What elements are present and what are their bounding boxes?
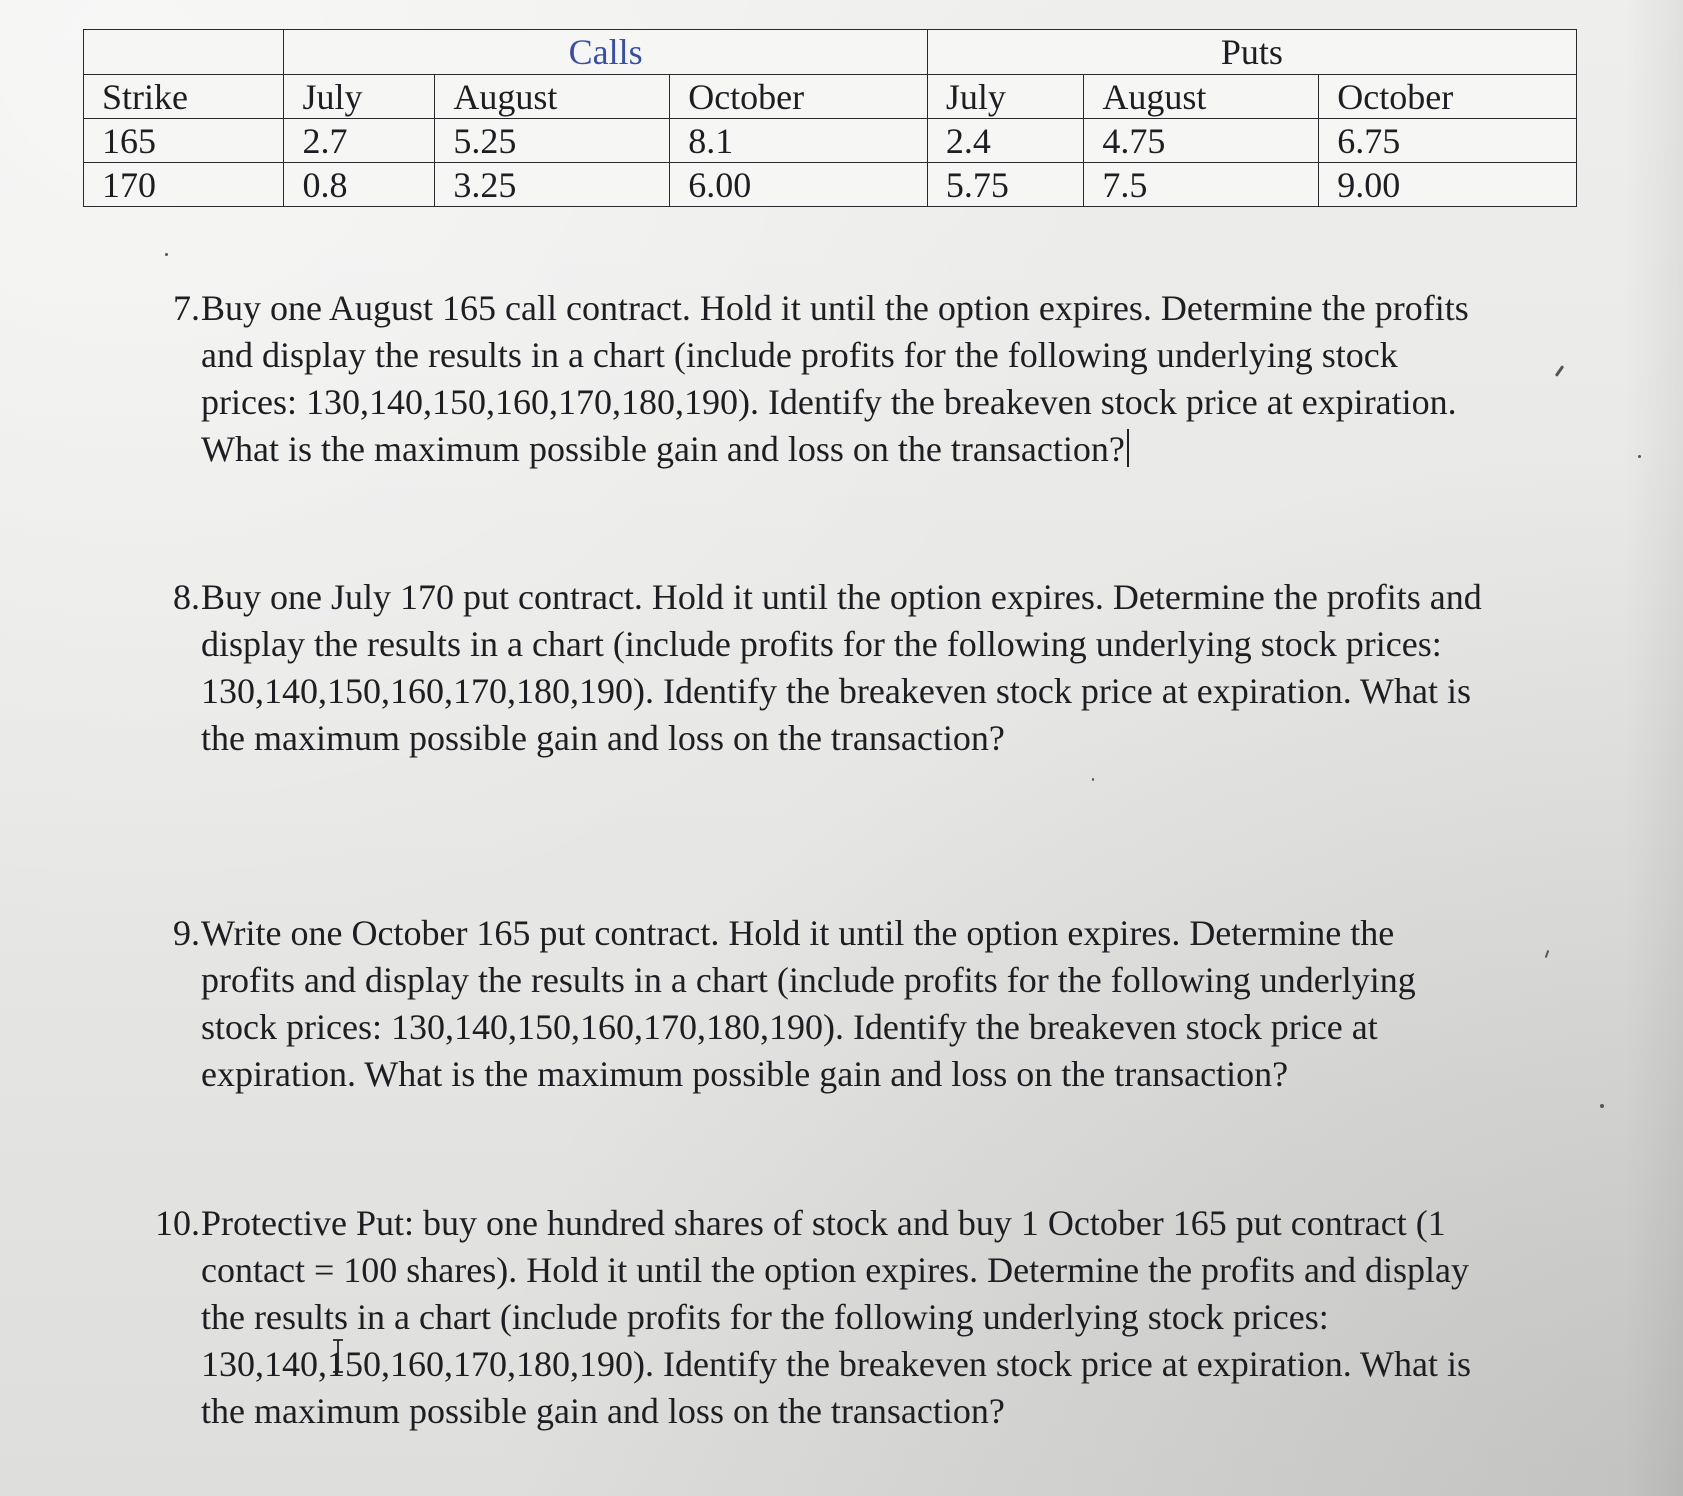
question-line: 130,140,150,160,170,180,190). Identify the breakeven stock price at expiration. What is (201, 1344, 1472, 1384)
table-cell-strike: 165 (84, 119, 284, 163)
ibeam-cursor-icon (331, 1338, 345, 1374)
question-line: display the results in a chart (include profits for the following underlying stock prices: (201, 624, 1442, 664)
paper-mark (1092, 778, 1094, 781)
puts-group-header: Puts (927, 30, 1576, 75)
table-cell: 5.75 (927, 163, 1084, 207)
question-text[interactable] (201, 1200, 1561, 1435)
question-line: Protective Put: buy one hundred shares of stock and buy 1 October 165 put contract (1 (201, 1203, 1446, 1243)
question-line-text: What is the maximum possible gain and loss on the transaction? (201, 429, 1125, 469)
question-number: 10. (155, 1203, 200, 1243)
table-cell: 9.00 (1319, 163, 1577, 207)
table-cell: 6.00 (670, 163, 928, 207)
table-row (84, 119, 1577, 163)
question-line: contact = 100 shares). Hold it until the option expires. Determine the profits and display (201, 1250, 1470, 1290)
table-cell: 5.25 (435, 119, 670, 163)
column-header-calls-july: July (284, 75, 435, 119)
question-text[interactable] (201, 285, 1561, 473)
question-number: 9. (173, 913, 200, 953)
question-line: stock prices: 130,140,150,160,170,180,190). Identify the breakeven stock price at (201, 1007, 1378, 1047)
paper-mark (165, 253, 168, 256)
table-cell: 7.5 (1084, 163, 1319, 207)
question-text[interactable] (201, 574, 1561, 762)
options-price-table (83, 29, 1577, 207)
column-header-calls-october: October (670, 75, 928, 119)
question-line: Write one October 165 put contract. Hold it until the option expires. Determine the (201, 913, 1395, 953)
table-cell: 6.75 (1319, 119, 1577, 163)
column-header-puts-july: July (927, 75, 1084, 119)
table-cell: 3.25 (435, 163, 670, 207)
table-cell: 0.8 (284, 163, 435, 207)
text-cursor (1127, 429, 1129, 467)
question-line: the results in a chart (include profits for the following underlying stock prices: (201, 1297, 1329, 1337)
question-line: profits and display the results in a chart (include profits for the following underlying (201, 960, 1416, 1000)
column-header-puts-august: August (1084, 75, 1319, 119)
table-cell: 2.4 (927, 119, 1084, 163)
question-line: Buy one August 165 call contract. Hold it until the option expires. Determine the profits (201, 288, 1469, 328)
table-cell: 4.75 (1084, 119, 1319, 163)
table-header-blank-cell (84, 30, 284, 75)
question-line: and display the results in a chart (include profits for the following underlying stock (201, 335, 1398, 375)
column-header-puts-october: October (1319, 75, 1577, 119)
question-line (201, 426, 1561, 473)
question-number: 7. (173, 288, 200, 328)
paper-mark (1638, 455, 1641, 458)
table-cell: 2.7 (284, 119, 435, 163)
question-text[interactable] (201, 910, 1561, 1098)
page-edge-shadow (1623, 0, 1683, 1496)
question-line: the maximum possible gain and loss on the transaction? (201, 1391, 1005, 1431)
paper-mark (1600, 1104, 1604, 1108)
column-header-strike: Strike (84, 75, 284, 119)
column-header-calls-august: August (435, 75, 670, 119)
question-number: 8. (173, 577, 200, 617)
question-line: the maximum possible gain and loss on the transaction? (201, 718, 1005, 758)
table-cell: 8.1 (670, 119, 928, 163)
question-line: expiration. What is the maximum possible gain and loss on the transaction? (201, 1054, 1289, 1094)
question-line: 130,140,150,160,170,180,190). Identify the breakeven stock price at expiration. What is (201, 671, 1472, 711)
table-column-header-row (84, 75, 1577, 119)
calls-group-header: Calls (284, 30, 927, 75)
question-line: prices: 130,140,150,160,170,180,190). Identify the breakeven stock price at expiration. (201, 382, 1457, 422)
table-group-header-row (84, 30, 1577, 75)
table-row (84, 163, 1577, 207)
table-cell-strike: 170 (84, 163, 284, 207)
question-line: Buy one July 170 put contract. Hold it until the option expires. Determine the profits and (201, 577, 1482, 617)
